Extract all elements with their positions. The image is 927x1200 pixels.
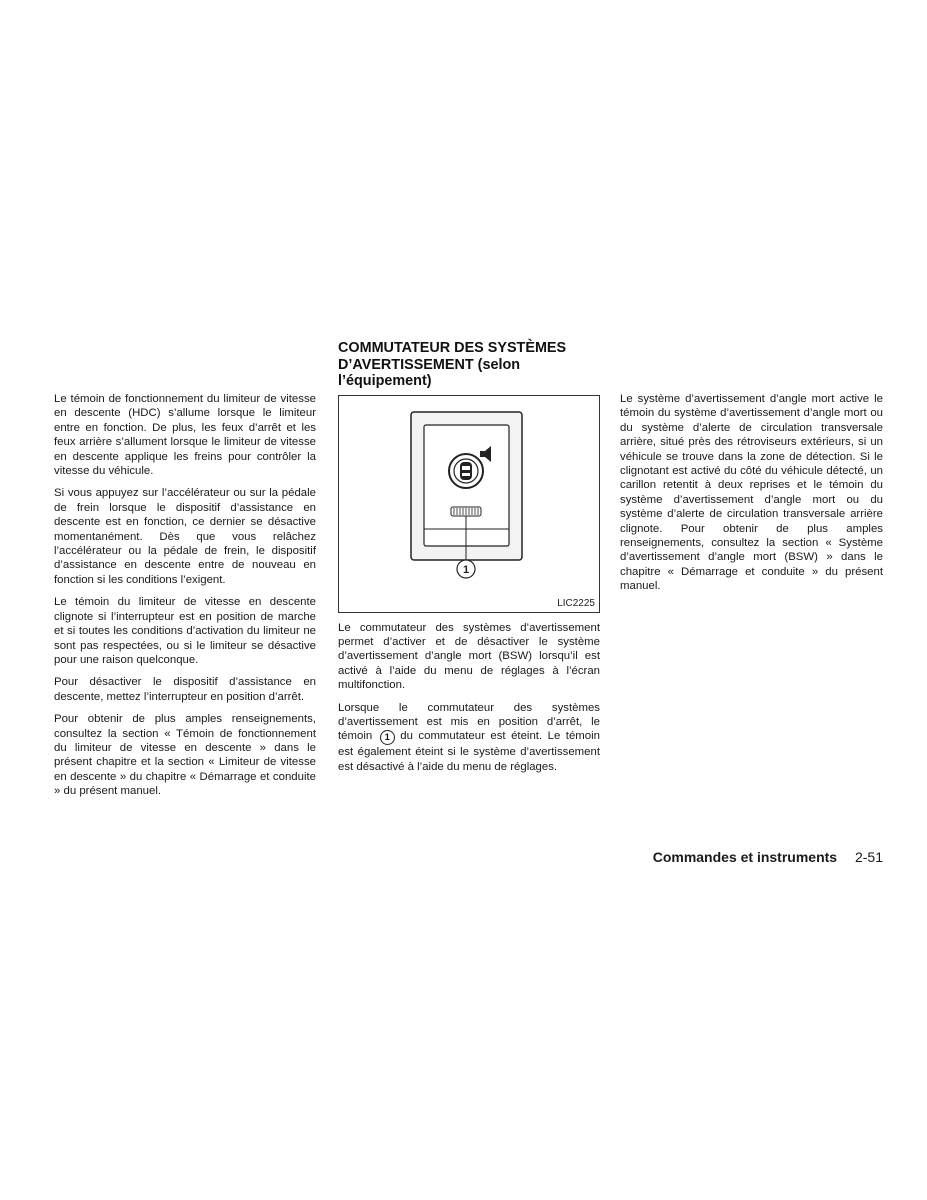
switch-figure (338, 395, 600, 613)
section-heading: COMMUTATEUR DES SYSTÈMES D’AVERTISSEMENT (selon l’équipement) (338, 340, 567, 389)
callout-number: 1 (462, 563, 470, 576)
page-footer (600, 849, 883, 865)
middle-column (338, 340, 600, 782)
left-paragraph-1: Le témoin de fonctionnement du limiteur de vitesse en descente (HDC) s’allume lorsque le limiteur entre en fonction. De plus, les feux d’arrêt et les feux arrière s’allument lorsque le limiteur de vitesse en descente applique les freins pour contrôler la vitesse du véhicule. (54, 393, 316, 478)
warning-switch-illustration (339, 396, 599, 612)
footer-section-title: Commandes et instruments (652, 849, 838, 865)
middle-paragraph-2 (338, 701, 600, 775)
page-number: 2-51 (854, 849, 883, 865)
left-paragraph-3: Le témoin du limiteur de vitesse en descente clignote si l’interrupteur est en position de marche et si toutes les conditions d’activation du limiteur ne sont pas respectées, ou si le limiteur se désactive pour une raison quelconque. (54, 596, 316, 666)
figure-code: LIC2225 (557, 597, 595, 609)
middle-paragraph-2-start: Lorsque le commutateur des systèmes d’avertissement est mis en position d’arrêt, le témoin (338, 701, 600, 743)
right-column (620, 392, 883, 602)
right-paragraph-1: Le système d’avertissement d’angle mort active le témoin du système d’avertissement d’angle mort ou du système d’alerte de circulation transversale arrière, situé près des rétroviseurs extérieurs, si un véhicule se trouve dans la zone de détection. Si le clignotant est activé du côté du véhicule détecté, un carillon retentit à deux reprises et le témoin du système d’avertissement d’angle mort ou du système d’alerte de circulation transversale arrière clignote. Pour obtenir de plus amples renseignements, consultez la section « Système d’avertissement d’angle mort (BSW) » dans le chapitre « Démarrage et conduite » du présent manuel. (620, 393, 883, 593)
middle-paragraph-2-end: du commutateur est éteint. Le témoin est également éteint si le système d’avertissement est désactivé à l’aide du menu de réglages. (338, 730, 600, 773)
left-column (54, 392, 316, 807)
left-paragraph-2: Si vous appuyez sur l’accélérateur ou sur la pédale de frein lorsque le dispositif d’assistance en descente est en fonction, ce dernier se désactive momentanément. Dès que vous relâchez l’accélérateur ou la pédale de frein, le dispositif d’assistance en descente entre de nouveau en fonction si les conditions l’exigent. (54, 487, 316, 586)
left-paragraph-5: Pour obtenir de plus amples renseignements, consultez la section « Témoin de fonctionnement du limiteur de vitesse en descente » dans le présent chapitre et la section « Limiteur de vitesse en descente » du chapitre « Démarrage et conduite » du présent manuel. (54, 713, 316, 798)
left-paragraph-4: Pour désactiver le dispositif d’assistance en descente, mettez l’interrupteur en position d’arrêt. (54, 676, 316, 703)
middle-paragraph-1: Le commutateur des systèmes d’avertissement permet d’activer et de désactiver le système d’avertissement d’angle mort (BSW) lorsqu’il est activé à l’aide du menu de réglages à l’écran multifonction. (338, 621, 600, 692)
callout-reference: 1 (380, 730, 395, 745)
